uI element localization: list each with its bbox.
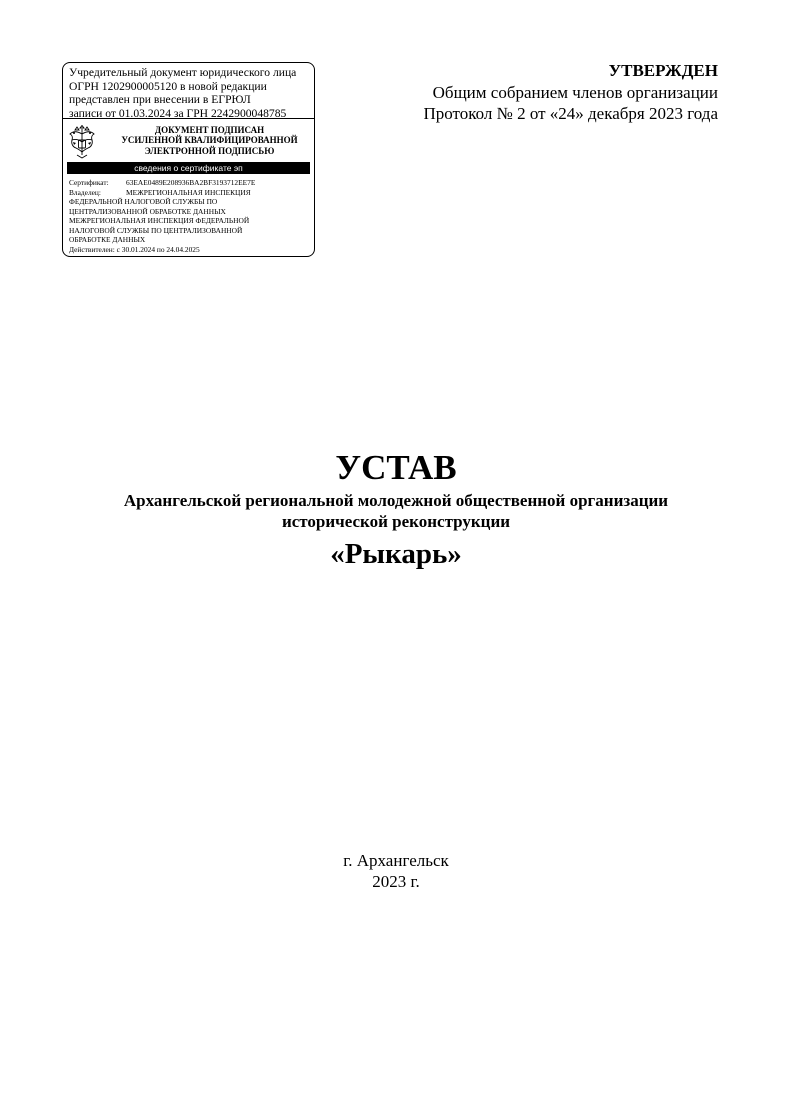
registration-stamp: [62, 62, 315, 257]
stamp-line: записи от 01.03.2024 за ГРН 2242900048785: [69, 107, 287, 121]
place-and-year: [0, 850, 792, 892]
document-title: УСТАВ: [335, 448, 457, 487]
owner-line: ОБРАБОТКЕ ДАННЫХ: [69, 235, 146, 244]
certificate-label: Сертификат:: [69, 178, 109, 187]
valid-row: [69, 245, 310, 255]
valid-label: Действителен:: [69, 244, 115, 254]
signed-title-line: УСИЛЕННОЙ КВАЛИФИЦИРОВАННОЙ: [121, 135, 298, 146]
approval-block: [423, 60, 718, 125]
owner-line: МЕЖРЕГИОНАЛЬНАЯ ИНСПЕКЦИЯ ФЕДЕРАЛЬНОЙ: [69, 216, 250, 225]
approved-by: Общим собранием членов организации: [432, 82, 718, 102]
stamp-line: представлен при внесении в ЕГРЮЛ: [69, 93, 251, 107]
stamp-registration-info: [63, 63, 314, 119]
signed-title-line: ЭЛЕКТРОННОЙ ПОДПИСЬЮ: [144, 145, 275, 156]
owner-label: Владелец:: [69, 187, 101, 197]
organization-line: исторической реконструкции: [281, 512, 511, 531]
stamp-line: Учредительный документ юридического лица: [69, 66, 297, 79]
owner-line: ФЕДЕРАЛЬНОЙ НАЛОГОВОЙ СЛУЖБЫ ПО: [69, 197, 218, 206]
owner-line: ЦЕНТРАЛИЗОВАННОЙ ОБРАБОТКЕ ДАННЫХ: [69, 206, 226, 216]
cert-details: [69, 178, 310, 254]
owner-row: [69, 188, 310, 198]
city: г. Архангельск: [343, 851, 449, 870]
protocol-line: Протокол № 2 от «24» декабря 2023 года: [423, 104, 718, 123]
organization-name: «Рыкарь»: [330, 538, 462, 570]
title-block: [0, 446, 792, 574]
certificate-row: [69, 178, 310, 188]
organization-line: Архангельской региональной молодежной общественной организации: [123, 491, 669, 510]
russian-coat-of-arms-icon: [67, 125, 97, 160]
certificate-value: 63EAE0489E208936BA2BF3193712EE7E: [126, 178, 256, 187]
signed-title-line: ДОКУМЕНТ ПОДПИСАН: [154, 125, 265, 135]
owner-line: МЕЖРЕГИОНАЛЬНАЯ ИНСПЕКЦИЯ: [126, 187, 251, 197]
valid-value: с 30.01.2024 по 24.04.2025: [116, 244, 200, 254]
stamp-line: ОГРН 1202900005120 в новой редакции: [69, 79, 267, 93]
approved-heading: УТВЕРЖДЕН: [608, 61, 718, 80]
year: 2023 г.: [372, 872, 420, 891]
cert-header-bar: сведения о сертификате эп: [67, 162, 310, 174]
signed-title: [111, 125, 308, 156]
owner-line: НАЛОГОВОЙ СЛУЖБЫ ПО ЦЕНТРАЛИЗОВАННОЙ: [69, 225, 243, 235]
